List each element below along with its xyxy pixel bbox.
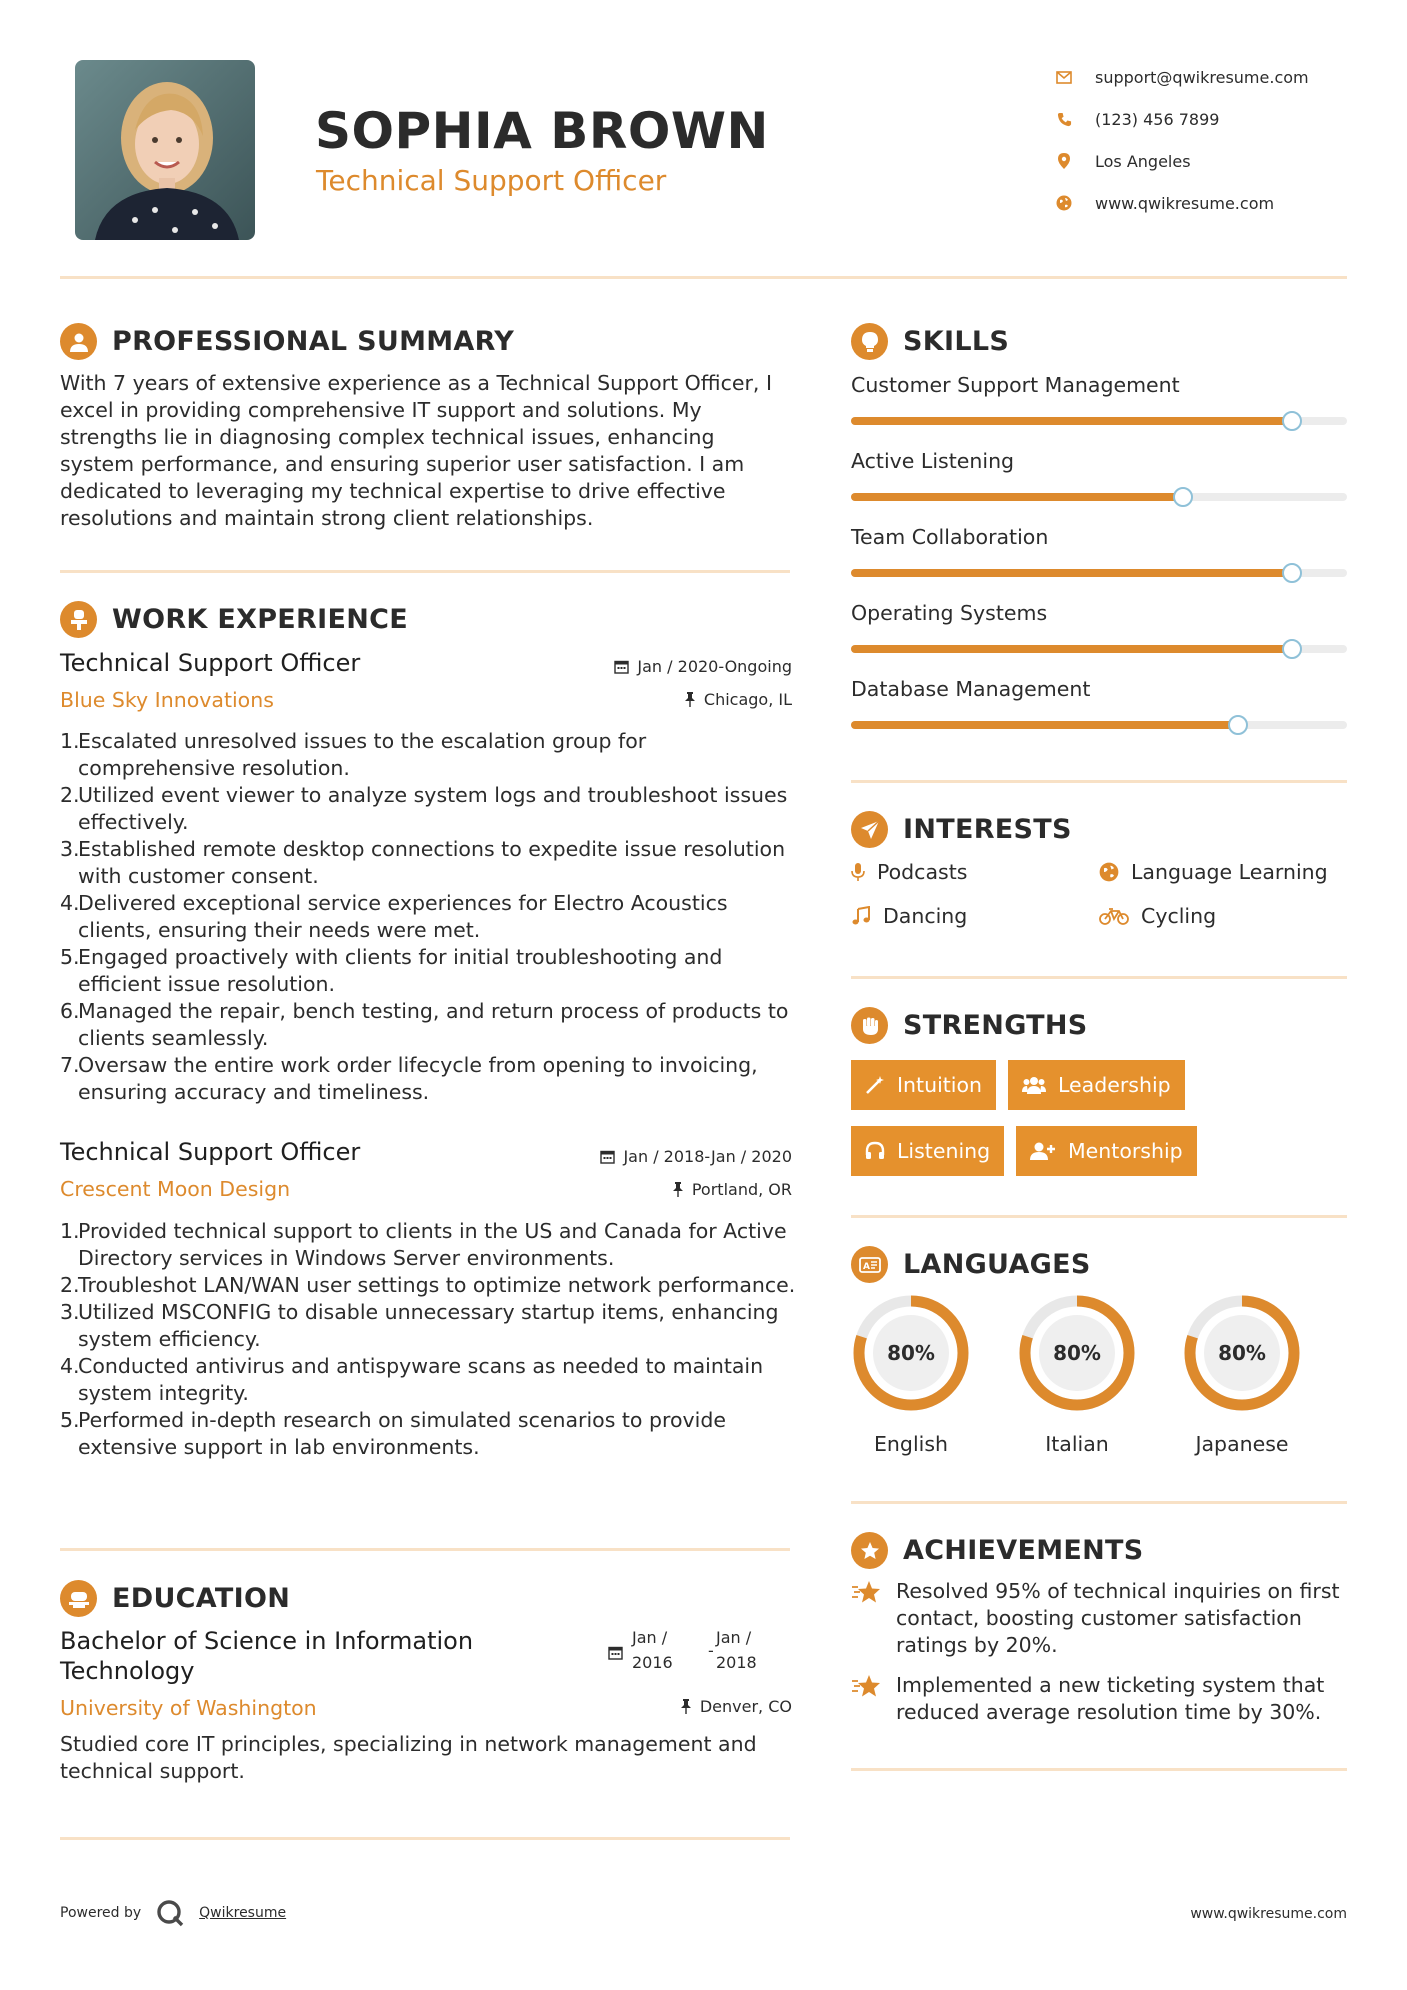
- interest-cycling-label: Cycling: [1141, 904, 1217, 928]
- job-2-company: Crescent Moon Design: [60, 1177, 291, 1201]
- achievements-heading-text: ACHIEVEMENTS: [903, 1535, 1144, 1566]
- interests-heading-text: INTERESTS: [903, 814, 1072, 845]
- phone-icon: [1055, 110, 1073, 128]
- headphones-icon: [865, 1141, 885, 1161]
- strength-intuition: [851, 1060, 996, 1110]
- calendar-icon: [600, 1149, 615, 1164]
- summary-heading-text: PROFESSIONAL SUMMARY: [112, 326, 515, 357]
- contact-email[interactable]: [1055, 56, 1385, 98]
- language-name: Italian: [1045, 1432, 1109, 1456]
- skill-bar-track: [851, 417, 1347, 425]
- bicycle-icon: [1099, 906, 1129, 926]
- qwikresume-logo-icon: [155, 1898, 185, 1928]
- svg-text:A: A: [862, 1261, 870, 1272]
- interest-dancing-label: Dancing: [883, 904, 968, 928]
- list-item: 3. Utilized MSCONFIG to disable unnecessary startup items, enhancing system efficiency.: [60, 1300, 779, 1351]
- envelope-icon: [1055, 68, 1073, 86]
- experience-heading: [60, 601, 408, 638]
- achievement-2-text: Implemented a new ticketing system that reduced average resolution time by 30%.: [896, 1673, 1325, 1724]
- summary-heading: [60, 323, 514, 360]
- achievement-2: [851, 1672, 1351, 1726]
- strengths-heading: [851, 1007, 1088, 1044]
- job-1-title: Technical Support Officer: [60, 649, 361, 677]
- list-item: 2. Troubleshot LAN/WAN user settings to optimize network performance.: [60, 1273, 796, 1297]
- star-icon: [851, 1672, 896, 1726]
- language-percent: 80%: [887, 1341, 935, 1365]
- achievement-1: [851, 1578, 1351, 1659]
- languages-heading: [851, 1246, 1091, 1283]
- education-heading-text: EDUCATION: [112, 1583, 291, 1614]
- interest-podcasts-label: Podcasts: [877, 860, 968, 884]
- achievement-1-text: Resolved 95% of technical inquiries on first contact, boosting customer satisfaction ratings by 20%.: [896, 1579, 1340, 1657]
- music-note-icon: [851, 906, 871, 926]
- experience-heading-text: WORK EXPERIENCE: [112, 604, 408, 635]
- map-pin-icon: [1055, 152, 1073, 170]
- contact-location: [1055, 140, 1385, 182]
- strength-listening-label: Listening: [897, 1139, 991, 1163]
- education-school: University of Washington: [60, 1696, 317, 1720]
- skill-bar-knob: [1282, 563, 1302, 583]
- job-2-date-text: Jan / 2018-Jan / 2020: [623, 1147, 792, 1166]
- list-item: 7. Oversaw the entire work order lifecycle from opening to invoicing, ensuring accuracy and timeliness.: [60, 1053, 758, 1104]
- star-icon: [851, 1578, 896, 1659]
- skill-label: Operating Systems: [851, 601, 1048, 625]
- job-1-date-text: Jan / 2020-Ongoing: [637, 657, 792, 676]
- strengths-heading-text: STRENGTHS: [903, 1010, 1088, 1041]
- skills-heading: [851, 323, 1009, 360]
- language-percent: 80%: [1218, 1341, 1266, 1365]
- skill-bar-fill: [851, 721, 1238, 729]
- skill-bar-fill: [851, 645, 1292, 653]
- briefcase-icon: [60, 601, 97, 638]
- interest-dancing: [851, 904, 967, 928]
- skill-bar-fill: [851, 569, 1292, 577]
- job-1-location: [684, 690, 792, 709]
- language-name: English: [873, 1432, 949, 1456]
- interest-language-learning: [1099, 860, 1328, 884]
- job-2-bullets: [60, 1218, 800, 1461]
- skill-bar-knob: [1228, 715, 1248, 735]
- strength-intuition-label: Intuition: [897, 1073, 983, 1097]
- skill-bar-track: [851, 493, 1347, 501]
- interest-cycling: [1099, 904, 1216, 928]
- list-item: 2. Utilized event viewer to analyze system logs and troubleshoot issues effectively.: [60, 783, 788, 834]
- education-location: [680, 1697, 792, 1716]
- interests-divider: [851, 976, 1347, 979]
- skills-divider: [851, 780, 1347, 783]
- strength-listening: [851, 1126, 1004, 1176]
- list-item: 5. Performed in-depth research on simulated scenarios to provide extensive support in lab environments.: [60, 1408, 726, 1459]
- contact-list: [1055, 56, 1385, 224]
- pushpin-icon: [680, 1699, 692, 1714]
- footer-powered-by: [60, 1898, 286, 1928]
- job-2-title: Technical Support Officer: [60, 1138, 361, 1166]
- user-icon: [60, 323, 97, 360]
- magic-wand-icon: [865, 1075, 885, 1095]
- skill-label: Team Collaboration: [851, 525, 1049, 549]
- job-1-location-text: Chicago, IL: [703, 690, 792, 709]
- lightbulb-icon: [851, 323, 888, 360]
- education-date-sep: -: [708, 1641, 714, 1660]
- skill-bar-knob: [1173, 487, 1193, 507]
- job-2-location-text: Portland, OR: [691, 1180, 792, 1199]
- summary-divider: [60, 570, 790, 573]
- achievements-divider: [851, 1768, 1347, 1771]
- education-date-start-1: Jan /: [632, 1628, 668, 1647]
- language-name: Japanese: [1195, 1432, 1289, 1456]
- job-1-date: [614, 657, 792, 676]
- qwikresume-link[interactable]: Qwikresume: [199, 1905, 287, 1921]
- contact-phone-text: (123) 456 7899: [1095, 109, 1220, 129]
- footer-url[interactable]: www.qwikresume.com: [1190, 1906, 1347, 1922]
- list-item: 6. Managed the repair, bench testing, and return process of products to clients seamlessly.: [60, 999, 789, 1050]
- language-ring: [1016, 1292, 1138, 1414]
- calendar-icon: [614, 659, 629, 674]
- strength-mentorship: [1016, 1126, 1197, 1176]
- pushpin-icon: [672, 1182, 684, 1197]
- list-item: 4. Delivered exceptional service experiences for Electro Acoustics clients, ensuring their needs were met.: [60, 891, 728, 942]
- summary-text: With 7 years of extensive experience as a Technical Support Officer, I excel in providing comprehensive IT support and solutions. My strengths lie in diagnosing complex technical issues, enhancing system performance, and ensuring superior user satisfaction. I am dedicated to leveraging my technical expertise to drive effective resolutions and maintain strong client relationships.: [60, 371, 773, 530]
- skill-bar-track: [851, 645, 1347, 653]
- language-percent: 80%: [1053, 1341, 1101, 1365]
- languages-divider: [851, 1501, 1347, 1504]
- globe-icon: [1099, 862, 1119, 882]
- language-ring: [850, 1292, 972, 1414]
- profile-photo: [75, 60, 255, 240]
- list-item: 3. Established remote desktop connections to expedite issue resolution with customer consent.: [60, 837, 786, 888]
- strength-leadership: [1008, 1060, 1185, 1110]
- job-2-date: [600, 1147, 792, 1166]
- interests-heading: [851, 811, 1072, 848]
- candidate-name: SOPHIA BROWN: [315, 102, 769, 160]
- education-date-start-2: 2016: [632, 1653, 673, 1672]
- education-date: [608, 1628, 768, 1678]
- skill-bar-track: [851, 721, 1347, 729]
- experience-divider: [60, 1548, 790, 1551]
- fist-icon: [851, 1007, 888, 1044]
- education-date-end-2: 2018: [716, 1653, 757, 1672]
- list-item: 1. Provided technical support to clients in the US and Canada for Active Directory services in Windows Server environments.: [60, 1219, 787, 1270]
- graduation-icon: [60, 1580, 97, 1617]
- candidate-title: Technical Support Officer: [316, 164, 667, 197]
- language-item: [850, 1292, 972, 1456]
- achievements-heading: [851, 1532, 1144, 1569]
- strength-mentorship-label: Mentorship: [1068, 1139, 1183, 1163]
- job-1-company: Blue Sky Innovations: [60, 688, 274, 712]
- degree-line-1: Bachelor of Science in Information: [60, 1627, 474, 1655]
- education-date-end-1: Jan /: [716, 1628, 752, 1647]
- skill-bar-track: [851, 569, 1347, 577]
- contact-location-text: Los Angeles: [1095, 151, 1191, 171]
- language-ring: [1181, 1292, 1303, 1414]
- skill-bar-fill: [851, 493, 1183, 501]
- skill-label: Active Listening: [851, 449, 1015, 473]
- education-text: Studied core IT principles, specializing in network management and technical support.: [60, 1732, 757, 1783]
- pushpin-icon: [684, 692, 696, 707]
- contact-website[interactable]: [1055, 182, 1385, 224]
- star-badge-icon: [851, 1532, 888, 1569]
- strength-leadership-label: Leadership: [1058, 1073, 1171, 1097]
- language-card-icon: [851, 1246, 888, 1283]
- skills-heading-text: SKILLS: [903, 326, 1010, 357]
- language-item: [1181, 1292, 1303, 1456]
- calendar-icon: [608, 1645, 623, 1660]
- skill-bar-fill: [851, 417, 1292, 425]
- powered-by-text: Powered by: [60, 1905, 142, 1921]
- education-location-text: Denver, CO: [699, 1697, 792, 1716]
- education-divider: [60, 1837, 790, 1840]
- strengths-divider: [851, 1215, 1347, 1218]
- globe-icon: [1055, 194, 1073, 212]
- interest-podcasts: [851, 860, 967, 884]
- contact-phone[interactable]: [1055, 98, 1385, 140]
- job-1-bullets: [60, 728, 800, 1106]
- skill-bar-knob: [1282, 411, 1302, 431]
- list-item: 1. Escalated unresolved issues to the escalation group for comprehensive resolution.: [60, 729, 647, 780]
- contact-email-text: support@qwikresume.com: [1095, 67, 1309, 87]
- user-plus-icon: [1030, 1141, 1056, 1161]
- skill-bar-knob: [1282, 639, 1302, 659]
- interest-language-learning-label: Language Learning: [1131, 860, 1328, 884]
- paper-plane-icon: [851, 811, 888, 848]
- users-icon: [1022, 1075, 1046, 1095]
- skill-label: Customer Support Management: [851, 373, 1180, 397]
- header-divider: [60, 276, 1347, 279]
- list-item: 5. Engaged proactively with clients for initial troubleshooting and efficient issue resolution.: [60, 945, 723, 996]
- education-heading: [60, 1580, 290, 1617]
- microphone-icon: [851, 862, 865, 882]
- job-2-location: [672, 1180, 792, 1199]
- contact-website-text: www.qwikresume.com: [1095, 193, 1275, 213]
- languages-heading-text: LANGUAGES: [903, 1249, 1091, 1280]
- degree-line-2: Technology: [60, 1657, 195, 1685]
- language-item: [1016, 1292, 1138, 1456]
- skill-label: Database Management: [851, 677, 1091, 701]
- list-item: 4. Conducted antivirus and antispyware scans as needed to maintain system integrity.: [60, 1354, 764, 1405]
